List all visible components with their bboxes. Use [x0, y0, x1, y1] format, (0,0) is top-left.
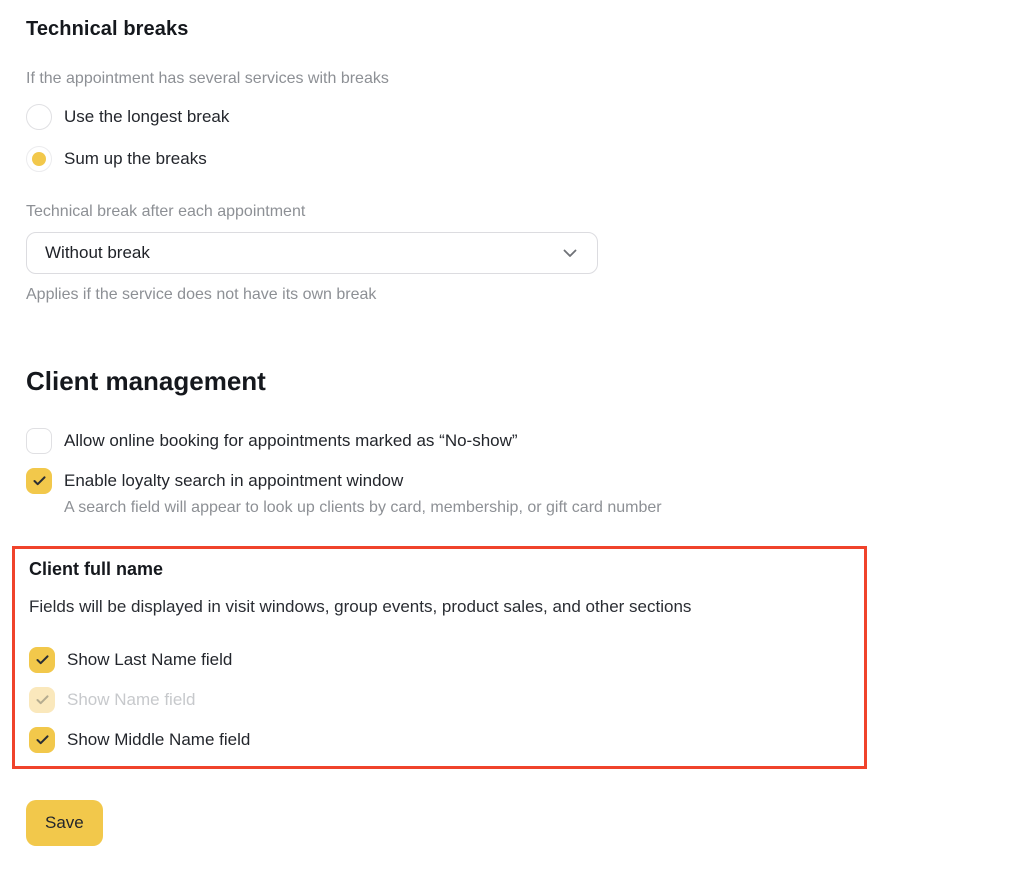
radio-sum-up-breaks[interactable]: [26, 146, 998, 172]
checkbox-checked-icon: [29, 727, 55, 753]
save-button[interactable]: Save: [26, 800, 103, 846]
select-value: Without break: [45, 243, 150, 262]
checkbox-allow-noshow-booking[interactable]: [26, 428, 998, 454]
checkmark-icon: [36, 735, 49, 745]
break-select-hint: Applies if the service does not have its own break: [26, 286, 377, 303]
checkbox-show-middle-name[interactable]: [29, 727, 850, 753]
radio-label: Sum up the breaks: [64, 149, 207, 168]
chevron-down-icon: [563, 249, 577, 258]
section-client-management: [26, 366, 998, 846]
checkbox-loyalty-search[interactable]: [26, 468, 998, 494]
checkmark-icon: [36, 655, 49, 665]
break-after-appointment-select[interactable]: [26, 232, 598, 274]
checkmark-icon: [33, 476, 46, 486]
radio-use-longest-break[interactable]: [26, 104, 998, 130]
radio-circle-selected-icon: [26, 146, 52, 172]
checkbox-show-name-disabled: [29, 687, 850, 713]
checkbox-label: Show Name field: [67, 690, 196, 709]
section-technical-breaks: [26, 18, 998, 304]
client-full-name-subtitle: Fields will be displayed in visit windows, group events, product sales, and other sections: [29, 597, 692, 616]
loyalty-search-hint: A search field will appear to look up clients by card, membership, or gift card number: [64, 499, 662, 516]
checkmark-icon: [36, 695, 49, 705]
radio-label: Use the longest break: [64, 107, 230, 126]
checkbox-label: Allow online booking for appointments marked as “No-show”: [64, 431, 518, 450]
checkbox-checked-icon: [29, 647, 55, 673]
client-full-name-highlight-box: [12, 546, 867, 769]
client-management-heading: Client management: [26, 366, 266, 396]
client-full-name-heading: Client full name: [29, 559, 164, 579]
checkbox-label: Enable loyalty search in appointment window: [64, 471, 404, 490]
checkbox-label: Show Last Name field: [67, 650, 233, 669]
checkbox-checked-disabled-icon: [29, 687, 55, 713]
break-select-label: Technical break after each appointment: [26, 203, 306, 220]
checkbox-show-last-name[interactable]: [29, 647, 850, 673]
checkbox-checked-icon: [26, 468, 52, 494]
technical-breaks-subtitle: If the appointment has several services with breaks: [26, 70, 389, 87]
technical-breaks-heading: Technical breaks: [26, 18, 189, 40]
checkbox-label: Show Middle Name field: [67, 730, 251, 749]
checkbox-unchecked-icon: [26, 428, 52, 454]
radio-circle-icon: [26, 104, 52, 130]
